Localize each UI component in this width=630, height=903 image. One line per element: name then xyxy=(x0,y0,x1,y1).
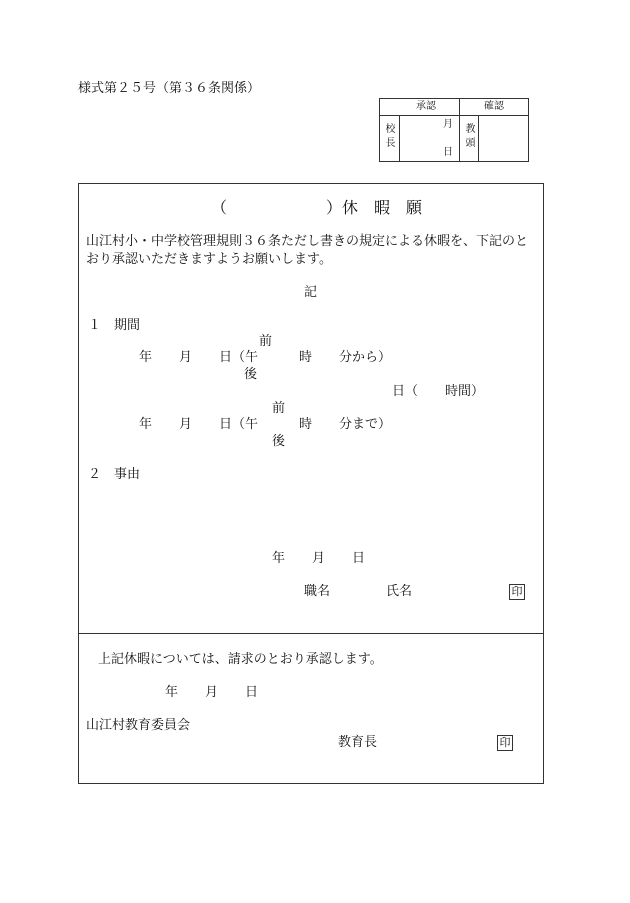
reason-heading: ２ 事由 xyxy=(88,467,141,482)
approval-month-label: 月 xyxy=(443,119,453,130)
applicant-year-label: 年 xyxy=(272,551,286,566)
form-number: 様式第２５号（第３６条関係） xyxy=(78,81,261,96)
approval-year-label: 年 xyxy=(165,685,179,700)
approval-day-label: 日 xyxy=(245,685,259,700)
period-heading: １ 期間 xyxy=(88,318,141,333)
section-divider xyxy=(78,633,544,634)
principal-label: 校長 xyxy=(383,123,394,151)
approval-stamp-table xyxy=(379,98,529,162)
applicant-day-label: 日 xyxy=(352,551,366,566)
from-day-label: 日（午 xyxy=(219,350,259,365)
intro-line-2: おり承認いただきますようお願いします。 xyxy=(86,252,332,267)
name-label: 氏名 xyxy=(386,584,413,599)
to-pm-label: 後 xyxy=(272,434,286,449)
application-form-box xyxy=(78,183,544,784)
superintendent-label: 教育長 xyxy=(338,735,378,750)
vice-principal-label: 教頭 xyxy=(463,123,474,151)
approve-label: 承認 xyxy=(416,101,436,112)
from-pm-label: 後 xyxy=(244,367,258,382)
to-year-label: 年 xyxy=(139,417,153,432)
to-hour-label: 時 xyxy=(299,417,313,432)
form-title: ）休 暇 願 xyxy=(326,198,423,217)
superintendent-seal: 印 xyxy=(497,735,513,751)
from-minute-label: 分から） xyxy=(339,350,392,365)
title-open-paren: （ xyxy=(211,198,228,217)
board-of-education: 山江村教育委員会 xyxy=(86,718,191,733)
from-month-label: 月 xyxy=(179,350,193,365)
applicant-seal: 印 xyxy=(509,584,525,600)
to-am-label: 前 xyxy=(272,401,286,416)
to-day-label: 日（午 xyxy=(219,417,259,432)
applicant-month-label: 月 xyxy=(312,551,326,566)
from-hour-label: 時 xyxy=(299,350,313,365)
intro-line-1: 山江村小・中学校管理規則３６条ただし書きの規定による休暇を、下記のと xyxy=(86,234,529,249)
hours-label: 時間） xyxy=(445,384,485,399)
to-month-label: 月 xyxy=(179,417,193,432)
from-year-label: 年 xyxy=(139,350,153,365)
approval-month-label: 月 xyxy=(205,685,219,700)
from-am-label: 前 xyxy=(259,334,273,349)
ki-heading: 記 xyxy=(304,285,318,300)
to-minute-label: 分まで） xyxy=(339,417,392,432)
approval-statement: 上記休暇については、請求のとおり承認します。 xyxy=(98,652,383,667)
days-label: 日（ xyxy=(392,384,419,399)
position-label: 職名 xyxy=(304,584,331,599)
confirm-label: 確認 xyxy=(484,101,504,112)
approval-day-label: 日 xyxy=(443,147,453,158)
